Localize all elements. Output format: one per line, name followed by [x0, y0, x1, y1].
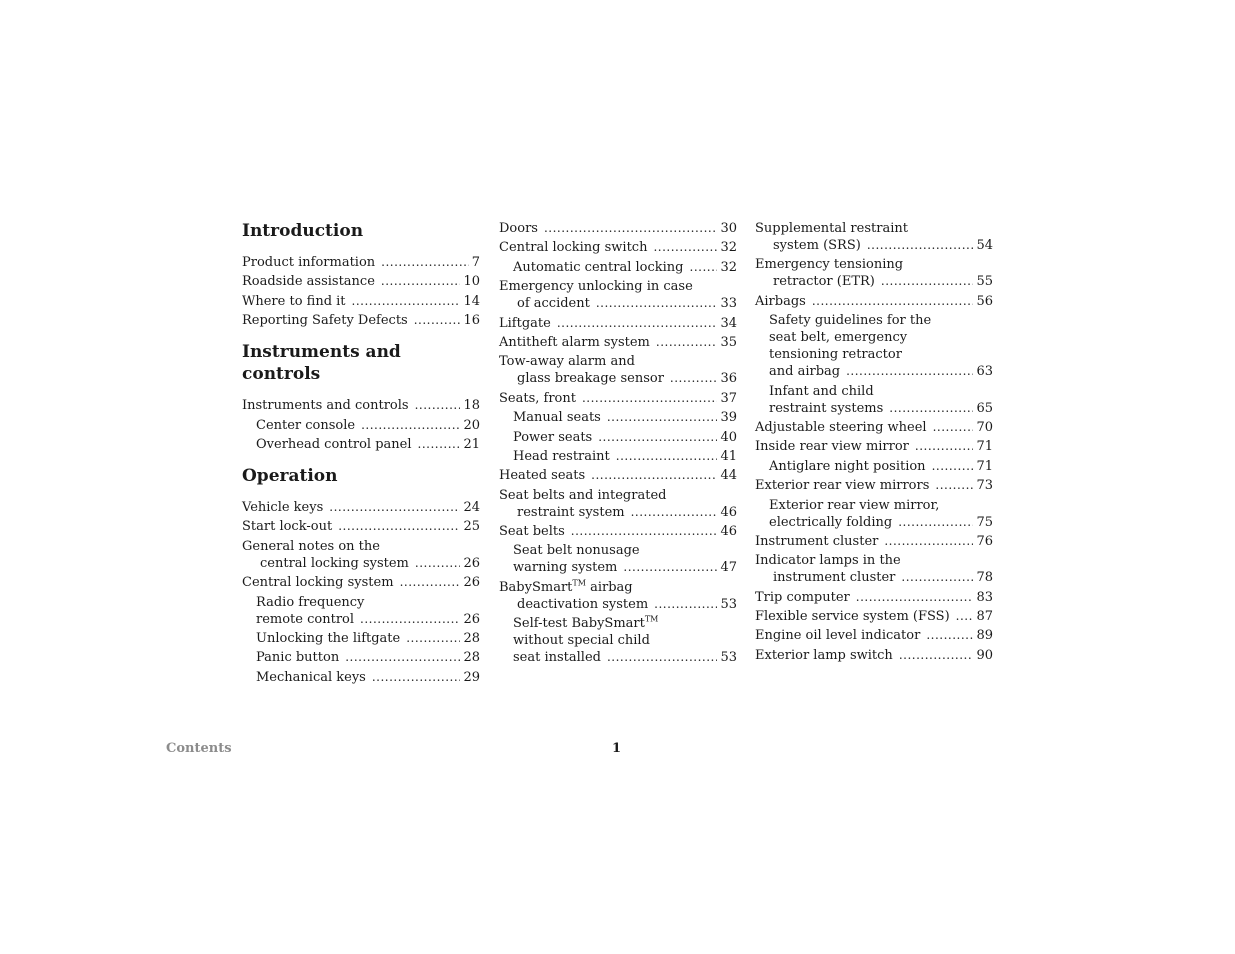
- toc-entry-title-line: Indicator lamps in the: [755, 553, 901, 569]
- toc-entry-title-line: restraint systems: [769, 400, 884, 416]
- toc-entry-title-line: Central locking switch: [499, 240, 648, 256]
- toc-entry-title-line: Start lock-out: [242, 519, 333, 535]
- toc-entry-title-line: Seat belt nonusage: [513, 543, 640, 559]
- toc-entry-title-line: Self-test BabySmart™: [513, 614, 659, 632]
- toc-entry-title-line: Airbags: [755, 293, 806, 309]
- dot-leader: [933, 419, 974, 436]
- toc-entry-title-line: deactivation system: [517, 596, 649, 612]
- toc-entry-title-line: Exterior lamp switch: [755, 647, 893, 663]
- toc-entry[interactable]: [755, 533, 993, 550]
- toc-entry[interactable]: [242, 436, 480, 453]
- toc-entry[interactable]: [242, 273, 480, 290]
- toc-entry[interactable]: [499, 487, 737, 521]
- toc-page-number: 32: [720, 240, 737, 256]
- toc-page-number: 37: [720, 390, 737, 406]
- toc-page-number: 65: [976, 400, 993, 416]
- dot-leader: [415, 555, 461, 572]
- toc-page-number: 73: [976, 478, 993, 494]
- toc-entry-title-line: seat belt, emergency: [769, 330, 908, 346]
- toc-entry-title-line: Center console: [256, 417, 356, 433]
- toc-page-number: 47: [720, 560, 737, 576]
- toc-entry-title-line: General notes on the: [242, 538, 380, 554]
- dot-leader: [582, 390, 717, 407]
- toc-entry[interactable]: [242, 254, 480, 271]
- toc-entry-title-line: Emergency tensioning: [755, 257, 904, 273]
- toc-page-number: 33: [720, 296, 737, 312]
- dot-leader: [812, 293, 974, 310]
- toc-page-number: 32: [720, 259, 737, 275]
- footer-section-label: Contents: [166, 741, 232, 756]
- toc-entry[interactable]: [755, 383, 993, 417]
- toc-entry-title-line: Unlocking the liftgate: [256, 630, 401, 646]
- toc-entry-title-line: Emergency unlocking in case: [499, 279, 693, 295]
- toc-entry[interactable]: [242, 574, 480, 591]
- toc-page-number: 54: [976, 238, 993, 253]
- toc-entry-title-line: Tow-away alarm and: [499, 354, 635, 370]
- toc-page-number: 26: [463, 575, 480, 591]
- toc-page-number: 90: [976, 647, 993, 663]
- toc-page-number: 29: [463, 669, 480, 685]
- dot-leader: [571, 523, 718, 540]
- toc-page-number: 89: [976, 628, 993, 644]
- toc-entry-title-line: and airbag: [769, 364, 841, 380]
- dot-leader: [598, 429, 717, 446]
- dot-leader: [418, 436, 461, 453]
- toc-entry[interactable]: [499, 615, 737, 666]
- dot-leader: [400, 574, 461, 591]
- dot-leader: [898, 514, 973, 531]
- dot-leader: [616, 448, 718, 465]
- dot-leader: [381, 273, 461, 290]
- section-heading: Instruments and controls: [242, 342, 401, 385]
- toc-entry[interactable]: [755, 647, 993, 664]
- dot-leader: [381, 254, 469, 271]
- toc-entry-title-line: Seats, front: [499, 390, 576, 406]
- dot-leader: [653, 239, 717, 256]
- dot-leader: [656, 334, 718, 351]
- toc-page-number: 41: [720, 448, 737, 464]
- dot-leader: [591, 467, 717, 484]
- dot-leader: [361, 417, 460, 434]
- toc-entry-title-line: Vehicle keys: [242, 499, 324, 515]
- dot-leader: [881, 273, 974, 290]
- toc-entry-title-line: Infant and child: [769, 383, 874, 399]
- dot-leader: [338, 518, 460, 535]
- toc-page-number: 71: [976, 439, 993, 455]
- trademark-superscript: TM: [572, 578, 586, 588]
- toc-entry-title-line: Inside rear view mirror: [755, 439, 909, 455]
- toc-entry-title-line: Power seats: [513, 429, 593, 445]
- dot-leader: [596, 295, 718, 312]
- dot-leader: [926, 627, 973, 644]
- toc-entry[interactable]: [499, 353, 737, 387]
- toc-entry-title-line: Exterior rear view mirrors: [755, 478, 930, 494]
- toc-entry-title-line: electrically folding: [769, 514, 893, 530]
- dot-leader: [360, 611, 460, 628]
- toc-entry-title-line: Roadside assistance: [242, 274, 375, 290]
- toc-entry-title-line: Panic button: [256, 650, 340, 666]
- trademark-superscript: TM: [644, 614, 659, 624]
- toc-page-number: 46: [720, 504, 737, 520]
- toc-entry-title-line: Head restraint: [513, 448, 610, 464]
- dot-leader: [372, 669, 461, 686]
- toc-entry-title-line: Safety guidelines for the: [769, 313, 932, 329]
- toc-page-number: 7: [471, 255, 480, 270]
- toc-entry[interactable]: [755, 497, 993, 531]
- toc-entry-title-line: system (SRS): [773, 238, 861, 253]
- dot-leader: [414, 312, 461, 329]
- toc-entry[interactable]: [755, 477, 993, 494]
- dot-leader: [899, 647, 974, 664]
- dot-leader: [867, 237, 974, 254]
- toc-page-number: 55: [976, 274, 993, 290]
- dot-leader: [406, 630, 460, 647]
- toc-entry-title-line: of accident: [517, 296, 590, 312]
- toc-page-number: 18: [463, 398, 480, 414]
- toc-entry-title-line: Instrument cluster: [755, 533, 879, 549]
- toc-page-number: 25: [463, 519, 480, 535]
- toc-entry-title-line: glass breakage sensor: [517, 371, 664, 387]
- toc-entry[interactable]: [755, 419, 993, 436]
- dot-leader: [935, 477, 973, 494]
- dot-leader: [884, 533, 973, 550]
- toc-page-number: 40: [720, 429, 737, 445]
- toc-entry-title-line: central locking system: [260, 555, 409, 571]
- toc-entry-title-line: warning system: [513, 560, 618, 576]
- toc-entry[interactable]: [242, 518, 480, 535]
- dot-leader: [690, 259, 718, 276]
- toc-page-number: 78: [976, 570, 993, 586]
- dot-leader: [631, 504, 718, 521]
- toc-entry[interactable]: [499, 467, 737, 484]
- toc-column-1: [242, 220, 480, 688]
- toc-entry-title-line: Instruments and controls: [242, 398, 409, 414]
- toc-page-number: 14: [463, 293, 480, 309]
- toc-page-number: 46: [720, 524, 737, 540]
- toc-entry[interactable]: [755, 293, 993, 310]
- toc-page-number: 76: [976, 533, 993, 549]
- toc-entry[interactable]: [242, 397, 480, 414]
- toc-entry[interactable]: [755, 552, 993, 586]
- toc-page-number: 24: [463, 499, 480, 515]
- toc-entry[interactable]: [755, 627, 993, 644]
- toc-page-number: 87: [976, 609, 993, 625]
- toc-entry[interactable]: [242, 630, 480, 647]
- toc-entry-title-line: without special child: [513, 633, 650, 649]
- toc-entry[interactable]: [242, 538, 480, 572]
- toc-page-number: 56: [976, 293, 993, 309]
- toc-entry[interactable]: [755, 608, 993, 625]
- toc-entry[interactable]: [242, 594, 480, 628]
- toc-entry[interactable]: [499, 542, 737, 576]
- toc-entry[interactable]: [499, 315, 737, 332]
- toc-entry[interactable]: [755, 458, 993, 475]
- toc-page-number: 39: [720, 410, 737, 426]
- toc-entry-title-line: Trip computer: [755, 589, 850, 605]
- toc-entry[interactable]: [499, 390, 737, 407]
- toc-page-number: 34: [720, 315, 737, 331]
- toc-entry[interactable]: [499, 429, 737, 446]
- dot-leader: [623, 559, 717, 576]
- toc-page-number: 75: [976, 514, 993, 530]
- dot-leader: [557, 315, 718, 332]
- toc-entry[interactable]: [499, 239, 737, 256]
- toc-entry[interactable]: [242, 669, 480, 686]
- dot-leader: [544, 220, 717, 237]
- toc-entry-title-line: Where to find it: [242, 293, 346, 309]
- toc-entry-title-line: Heated seats: [499, 468, 586, 484]
- dot-leader: [654, 596, 717, 613]
- toc-column-2: [499, 220, 737, 669]
- toc-entry-title-line: Supplemental restraint: [755, 221, 908, 236]
- toc-entry[interactable]: [499, 334, 737, 351]
- toc-entry[interactable]: [755, 589, 993, 606]
- toc-entry[interactable]: [755, 220, 993, 254]
- toc-entry[interactable]: [755, 312, 993, 380]
- toc-page-number: 36: [720, 371, 737, 387]
- toc-entry-title-line: seat installed: [513, 650, 601, 666]
- toc-page-number: 16: [463, 313, 480, 329]
- toc-entry-title-line: retractor (ETR): [773, 274, 875, 290]
- toc-column-3: [755, 220, 993, 666]
- toc-page-number: 26: [463, 611, 480, 627]
- toc-entry[interactable]: [499, 259, 737, 276]
- toc-entry-title-line: Engine oil level indicator: [755, 628, 921, 644]
- toc-entry-title-line: restraint system: [517, 504, 625, 520]
- toc-entry-title-line: Flexible service system (FSS): [755, 609, 950, 625]
- dot-leader: [329, 499, 460, 516]
- toc-page-number: 71: [976, 458, 993, 474]
- toc-entry-title-line: Overhead control panel: [256, 436, 412, 452]
- dot-leader: [956, 608, 974, 625]
- toc-entry-title-line: Automatic central locking: [513, 259, 684, 275]
- toc-entry[interactable]: [242, 499, 480, 516]
- toc-page-number: 53: [720, 596, 737, 612]
- dot-leader: [415, 397, 461, 414]
- toc-page-number: 83: [976, 589, 993, 605]
- toc-entry-title-line: Manual seats: [513, 410, 601, 426]
- dot-leader: [846, 363, 973, 380]
- dot-leader: [901, 569, 973, 586]
- footer-page-number: 1: [612, 741, 622, 756]
- toc-entry-title-line: Central locking system: [242, 575, 394, 591]
- toc-page-number: 70: [976, 419, 993, 435]
- dot-leader: [932, 458, 974, 475]
- toc-entry[interactable]: [499, 579, 737, 613]
- toc-page-number: 53: [720, 650, 737, 666]
- toc-page-number: 21: [463, 436, 480, 452]
- toc-entry[interactable]: [499, 409, 737, 426]
- toc-entry-title-line: tensioning retractor: [769, 347, 902, 363]
- toc-entry[interactable]: [755, 438, 993, 455]
- dot-leader: [856, 589, 974, 606]
- toc-entry-title-line: instrument cluster: [773, 570, 896, 586]
- dot-leader: [607, 649, 717, 666]
- toc-entry[interactable]: [499, 523, 737, 540]
- toc-entry-title-line: remote control: [256, 611, 355, 627]
- toc-entry[interactable]: [499, 220, 737, 237]
- dot-leader: [607, 409, 718, 426]
- toc-page-number: 28: [463, 630, 480, 646]
- toc-entry[interactable]: [242, 293, 480, 310]
- toc-page-number: 35: [720, 334, 737, 350]
- section-heading: Introduction: [242, 221, 364, 241]
- toc-entry-title-line: Reporting Safety Defects: [242, 313, 408, 329]
- toc-entry-title-line: Seat belts: [499, 524, 565, 540]
- toc-entry-title-line: Mechanical keys: [256, 669, 366, 685]
- toc-entry[interactable]: [499, 448, 737, 465]
- toc-page-number: 28: [463, 650, 480, 666]
- toc-entry-title-line: Antiglare night position: [769, 458, 926, 474]
- dot-leader: [670, 370, 718, 387]
- toc-page-number: 30: [720, 221, 737, 236]
- toc-entry[interactable]: [242, 649, 480, 666]
- toc-entry-title-line: BabySmart™ airbag: [499, 578, 633, 595]
- toc-entry[interactable]: [499, 278, 737, 312]
- toc-entry-title-line: Radio frequency: [256, 594, 365, 610]
- toc-page-number: 63: [976, 364, 993, 380]
- toc-entry-title-line: Exterior rear view mirror,: [769, 497, 940, 513]
- toc-entry-title-line: Liftgate: [499, 315, 551, 331]
- toc-page-number: 44: [720, 468, 737, 484]
- toc-page-number: 10: [463, 274, 480, 290]
- section-heading: Operation: [242, 465, 338, 486]
- toc-entry[interactable]: [755, 256, 993, 290]
- toc-entry[interactable]: [242, 417, 480, 434]
- dot-leader: [915, 438, 974, 455]
- toc-entry[interactable]: [242, 312, 480, 329]
- toc-entry-title-line: Antitheft alarm system: [499, 334, 650, 350]
- toc-page-number: 20: [463, 417, 480, 433]
- dot-leader: [345, 649, 460, 666]
- dot-leader: [352, 293, 461, 310]
- dot-leader: [889, 400, 973, 417]
- toc-entry-title-line: Seat belts and integrated: [499, 487, 667, 503]
- toc-entry-title-line: Adjustable steering wheel: [755, 419, 927, 435]
- toc-entry-title-line: Product information: [242, 255, 376, 270]
- toc-page-number: 26: [463, 555, 480, 571]
- toc-entry-title-line: Doors: [499, 221, 538, 236]
